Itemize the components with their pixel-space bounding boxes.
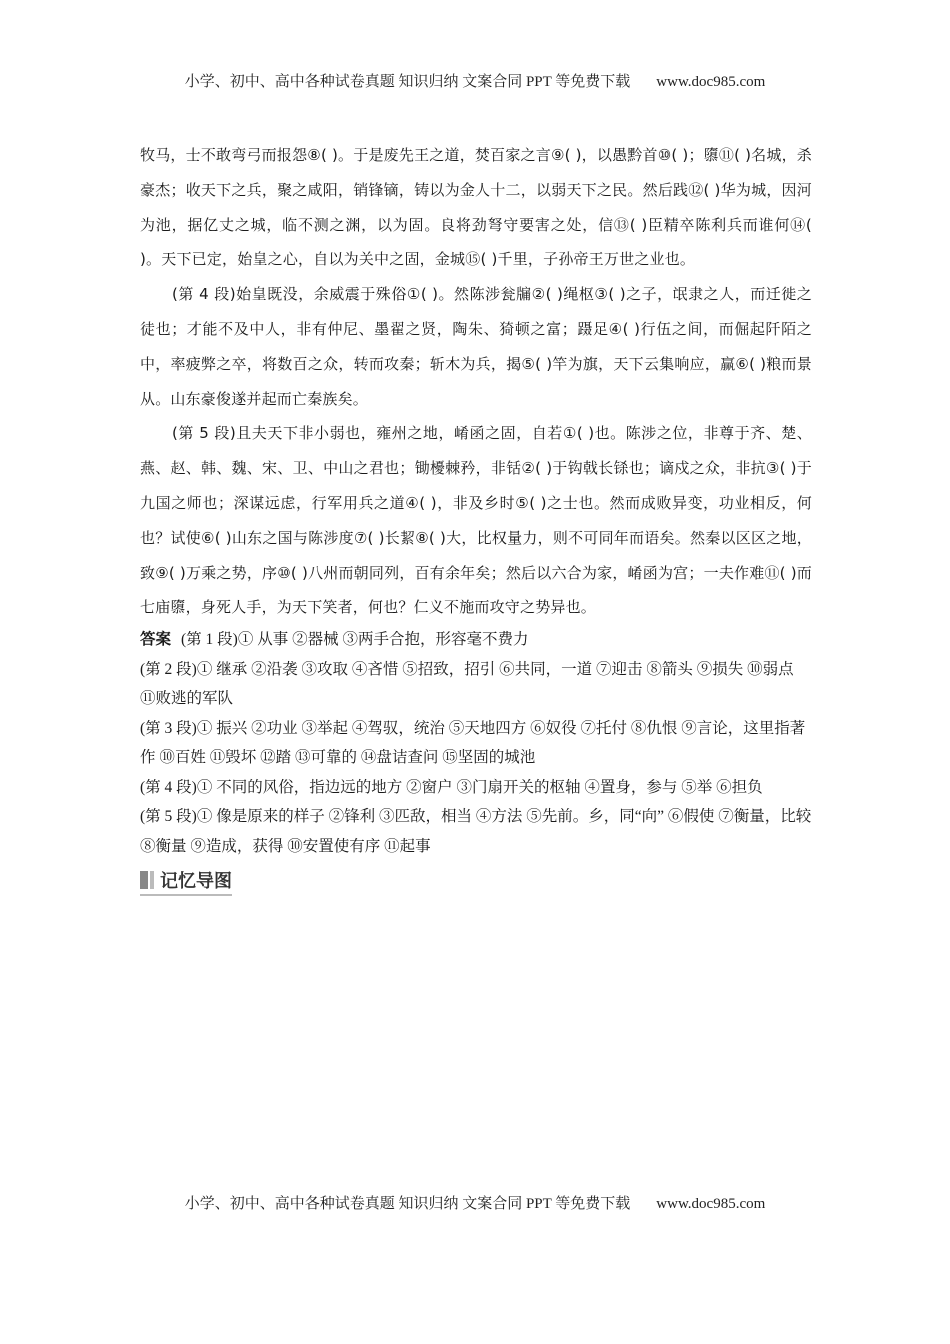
section-marker-icon — [140, 871, 148, 889]
answer-label: 答案 — [140, 630, 172, 649]
answer-text-1: (第 1 段)① 从事 ②器械 ③两手合抱，形容毫不费力 — [181, 631, 529, 649]
passage-paragraph-5: (第 5 段)且夫天下非小弱也，雍州之地，崤函之固，自若①( )也。陈涉之位，非尊于齐、楚、燕、赵、韩、魏、宋、卫、中山之君也；锄櫌棘矜，非铦②( )于钩戟长铩也；谪戍之众，非抗③( )于九国之师也；深谋远虑，行军用兵之道④( )，非及乡时⑤( )之士也。然而成败异变，功业相反，何也？试使⑥( )山东之国与陈涉度⑦( )长絜⑧( )大，比权量力，则不可同年而语矣。然秦以区区之地，致⑨( )万乘之势，序⑩( )八州而朝同列，百有余年矣；然后以六合为家，崤函为宫；一夫作难⑪( )而七庙隳，身死人手，为天下笑者，何也？仁义不施而攻守之势异也。 — [140, 424, 812, 617]
passage-paragraph-4: (第 4 段)始皇既没，余威震于殊俗①( )。然陈涉瓮牖②( )绳枢③( )之子，氓隶之人，而迁徙之徒也；才能不及中人，非有仲尼、墨翟之贤，陶朱、猗顿之富；蹑足④( )行伍之间，而倔起阡陌之中，率疲弊之卒，将数百之众，转而攻秦；斩木为兵，揭⑤( )竿为旗，天下云集响应，赢⑥( )粮而景从。山东豪俊遂并起而亡秦族矣。 — [140, 285, 812, 408]
answer-section — [140, 625, 812, 861]
answer-paragraph-2: (第 2 段)① 继承 ②沿袭 ③攻取 ④吝惜 ⑤招致，招引 ⑥共同，一道 ⑦迎击 ⑧箭头 ⑨损失 ⑩弱点 ⑪败逃的军队 — [140, 660, 794, 708]
header-text: 小学、初中、高中各种试卷真题 知识归纳 文案合同 PPT 等免费下载 — [184, 74, 631, 90]
header-url[interactable]: www.doc985.com — [656, 74, 766, 90]
answer-paragraph-3: (第 3 段)① 振兴 ②功业 ③举起 ④驾驭，统治 ⑤天地四方 ⑥奴役 ⑦托付 ⑧仇恨 ⑨言论，这里指著作 ⑩百姓 ⑪毁坏 ⑫踏 ⑬可靠的 ⑭盘诘查问 ⑮坚固的城池 — [140, 719, 806, 767]
section-title: 记忆导图 — [160, 871, 232, 893]
document-body — [140, 138, 812, 896]
passage-paragraph-3-continued: 牧马，士不敢弯弓而报怨⑧( )。于是废先王之道，焚百家之言⑨( )，以愚黔首⑩( )；隳⑪( )名城，杀豪杰；收天下之兵，聚之咸阳，销锋镝，铸以为金人十二，以弱天下之民。然后践⑫( )华为城，因河为池，据亿丈之城，临不测之渊，以为固。良将劲弩守要害之处，信⑬( )臣精卒陈利兵而谁何⑭( )。天下已定，始皇之心，自以为关中之固，金城⑮( )千里，子孙帝王万世之业也。 — [140, 146, 812, 269]
answer-paragraph-5: (第 5 段)① 像是原来的样子 ②锋利 ③匹敌，相当 ④方法 ⑤先前。乡，同“向” ⑥假使 ⑦衡量，比较 ⑧衡量 ⑨造成，获得 ⑩安置使有序 ⑪起事 — [140, 808, 812, 855]
footer-url[interactable]: www.doc985.com — [656, 1196, 766, 1212]
page-footer — [0, 1192, 950, 1213]
footer-text: 小学、初中、高中各种试卷真题 知识归纳 文案合同 PPT 等免费下载 — [184, 1196, 631, 1212]
section-marker-accent-icon — [150, 871, 154, 889]
answer-paragraph-4: (第 4 段)① 不同的风俗，指边远的地方 ②窗户 ③门扇开关的枢轴 ④置身，参与 ⑤举 ⑥担负 — [140, 778, 763, 796]
page-header — [0, 70, 950, 91]
section-heading — [140, 867, 232, 896]
answer-paragraph-1 — [140, 625, 812, 655]
